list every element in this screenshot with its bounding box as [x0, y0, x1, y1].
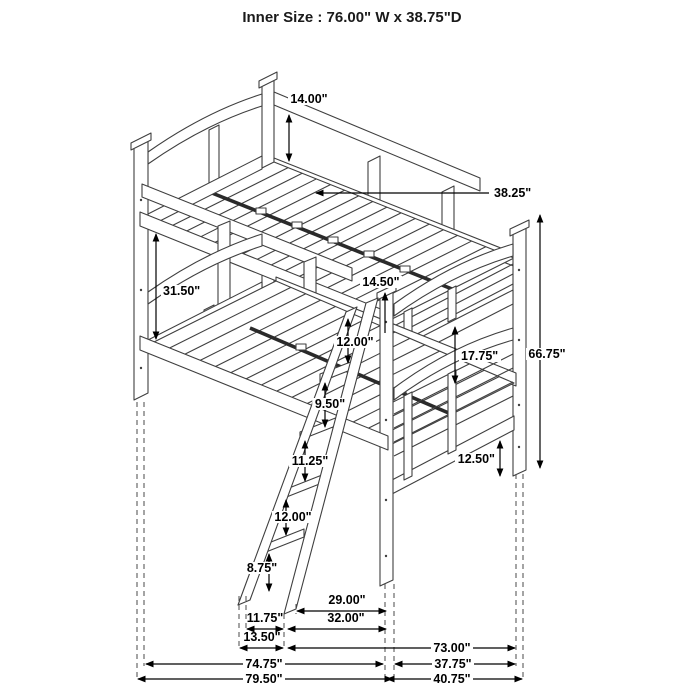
dimension-label-rear-guardrail-height: 14.00" [290, 92, 328, 106]
dimension-label-bunk-gap-height: 31.50" [163, 284, 201, 298]
dimension-bed-depth-inner [394, 657, 516, 671]
dimension-overall-depth [386, 672, 523, 686]
dimension-ladder-reach-outer [287, 611, 387, 632]
dimension-label-rung-spacing-upper: 9.50" [314, 397, 346, 411]
dimension-label-bed-length: 74.75" [245, 657, 283, 671]
dimension-overall-height [526, 214, 568, 469]
dimension-label-ladder-reach-outer: 32.00" [327, 611, 365, 625]
dimension-ladder-foot-outer [239, 630, 284, 651]
dimension-overall-length [137, 672, 393, 686]
dimension-label-rung-spacing-lower: 12.00" [274, 510, 312, 524]
dimension-frame-length-inner [287, 641, 516, 655]
dimension-label-under-bed-clearance: 12.50" [457, 452, 495, 466]
dimension-label-rung-to-floor: 8.75" [246, 561, 278, 575]
bunk-bed-drawing [131, 72, 532, 614]
dimension-label-rung-spacing-middle: 11.25" [291, 454, 329, 468]
diagram-title: Inner Size : 76.00" W x 38.75"D [242, 9, 462, 26]
dimension-label-overall-depth: 40.75" [433, 672, 471, 686]
dimension-rear-guardrail-height [286, 92, 330, 162]
dimension-label-foot-end-clearance: 17.75" [461, 349, 499, 363]
dimension-label-rail-to-rung-spacing: 12.00" [336, 335, 374, 349]
front-left-post [131, 133, 151, 400]
dimension-label-bed-depth-inner: 37.75" [434, 657, 472, 671]
dimension-label-overall-length: 79.50" [245, 672, 283, 686]
dimension-label-frame-length-inner: 73.00" [433, 641, 471, 655]
dimension-bed-length [145, 657, 384, 671]
dimension-label-ladder-foot-outer: 13.50" [243, 630, 281, 644]
dimension-label-mattress-slat-depth: 38.25" [494, 186, 532, 200]
dimension-label-ladder-foot-inner: 11.75" [246, 611, 284, 625]
dimension-label-ladder-reach-inner: 29.00" [328, 593, 366, 607]
dimension-label-ladder-post-top: 14.50" [362, 275, 400, 289]
dimension-label-overall-height: 66.75" [528, 347, 566, 361]
